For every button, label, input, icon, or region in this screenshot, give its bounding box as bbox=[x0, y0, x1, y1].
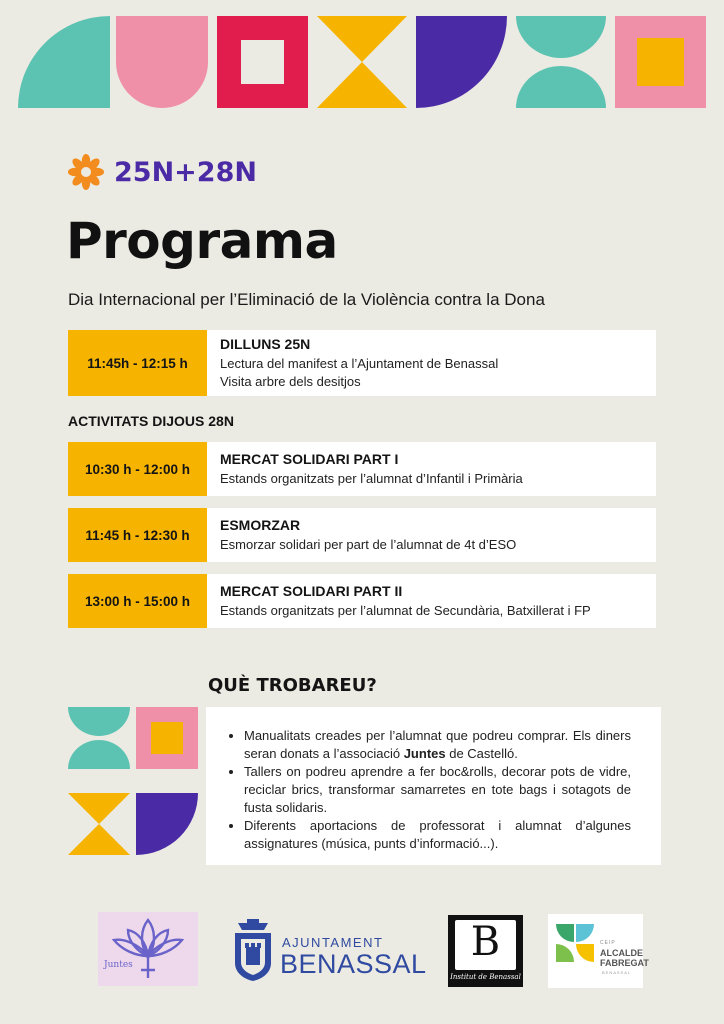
juntes-logo-text: Juntes bbox=[104, 960, 133, 970]
event-desc: Estands organitzats per l’alumnat de Secundària, Batxillerat i FP bbox=[220, 602, 591, 618]
crimson-square-frame bbox=[217, 16, 308, 108]
event-heading: MERCAT SOLIDARI PART I bbox=[220, 450, 399, 467]
schedule-row bbox=[68, 574, 656, 628]
list-item: • Manualitats creades per l’alumnat que podreu comprar. Els diners seran donats a l’associació Juntes de Castelló. bbox=[244, 727, 631, 763]
time-cell: 11:45 h - 12:30 h bbox=[68, 508, 207, 562]
page-subtitle: Dia Internacional per l’Eliminació de la Violència contra la Dona bbox=[68, 290, 545, 309]
lotus-icon bbox=[98, 912, 198, 986]
list-item: • Tallers on podreu aprendre a fer boc&rolls, decorar pots de vidre, reciclar brics, transformar samarretes en tote bags i sotagots de fusta solidaris. bbox=[244, 763, 631, 817]
purple-quarter-small bbox=[136, 793, 198, 855]
juntes-bold: Juntes bbox=[403, 746, 446, 761]
flower-icon bbox=[68, 154, 104, 190]
yellow-hourglass-shape bbox=[317, 16, 407, 108]
page-title: Programa bbox=[66, 212, 338, 270]
time-cell: 13:00 h - 15:00 h bbox=[68, 574, 207, 628]
find-list-box bbox=[206, 707, 661, 865]
teal-double-arch-shape bbox=[516, 16, 606, 108]
pink-yellow-square-small bbox=[136, 707, 198, 769]
benassal-small-text: BENASSAL bbox=[602, 970, 632, 975]
ceip-logo bbox=[548, 914, 649, 988]
event-heading: DILLUNS 25N bbox=[220, 335, 311, 352]
event-heading: MERCAT SOLIDARI PART II bbox=[220, 582, 403, 599]
time-cell: 11:45h - 12:15 h bbox=[68, 330, 207, 396]
purple-quarter-shape bbox=[416, 16, 507, 108]
schedule-row bbox=[68, 442, 656, 496]
ceip-text: CEIP bbox=[600, 940, 616, 946]
section-label-thursday: ACTIVITATS DIJOUS 28N bbox=[68, 413, 234, 429]
institut-letter: B bbox=[470, 919, 501, 965]
event-tag-text: 25N+28N bbox=[114, 156, 257, 188]
find-section-title: QUÈ TROBAREU? bbox=[208, 675, 377, 696]
ajuntament-logo bbox=[232, 919, 432, 981]
event-heading: ESMORZAR bbox=[220, 516, 301, 533]
coat-of-arms-icon bbox=[232, 919, 274, 981]
ajuntament-bottom-text: BENASSAL bbox=[280, 949, 427, 979]
time-cell: 10:30 h - 12:00 h bbox=[68, 442, 207, 496]
yellow-hourglass-small bbox=[68, 793, 130, 855]
teal-double-arch-small bbox=[68, 707, 130, 769]
list-item: • Diferents aportacions de professorat i alumnat d’algunes assignatures (música, punts d’informació...). bbox=[244, 817, 631, 853]
ajuntament-top-text: AJUNTAMENT bbox=[282, 935, 384, 950]
event-desc-2: Visita arbre dels desitjos bbox=[220, 373, 361, 389]
pink-yellow-square-shape bbox=[615, 16, 706, 108]
teal-quarter-shape bbox=[18, 16, 110, 108]
schedule-row bbox=[68, 508, 656, 562]
leaf-icon bbox=[556, 924, 596, 978]
alcalde-text: ALCALDE bbox=[600, 948, 643, 958]
event-tag bbox=[68, 152, 257, 192]
juntes-logo bbox=[98, 912, 198, 986]
fabregat-text: FABREGAT bbox=[600, 958, 649, 968]
pink-arch-shape bbox=[116, 16, 208, 108]
institut-name: Institut de Benassal bbox=[450, 973, 521, 981]
institut-logo bbox=[448, 915, 523, 987]
schedule-row-monday bbox=[68, 330, 656, 396]
event-desc: Esmorzar solidari per part de l’alumnat de 4t d’ESO bbox=[220, 536, 517, 552]
event-desc-1: Lectura del manifest a l’Ajuntament de Benassal bbox=[220, 355, 499, 371]
find-list bbox=[206, 727, 661, 853]
event-desc: Estands organitzats per l’alumnat d’Infantil i Primària bbox=[220, 470, 523, 486]
